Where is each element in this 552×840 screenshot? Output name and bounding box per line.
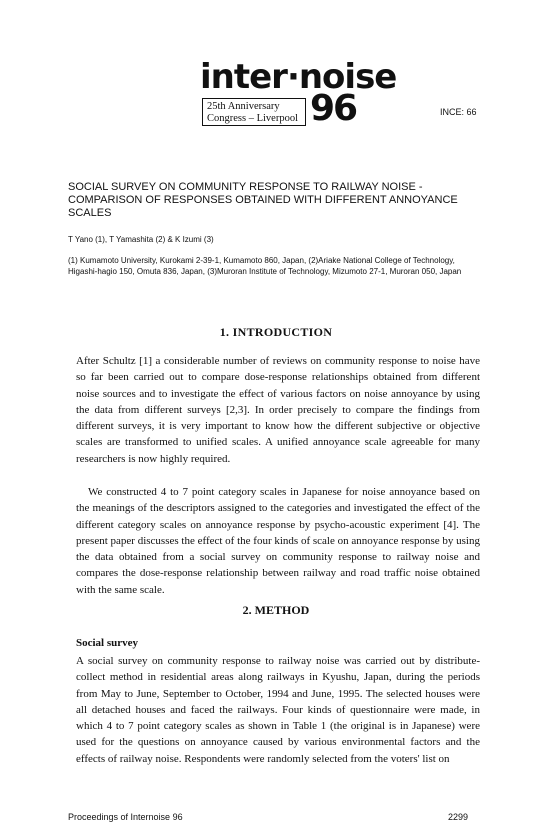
logo-box-line2: Congress – Liverpool — [207, 113, 298, 124]
section-heading-method: 2. METHOD — [242, 603, 310, 617]
paper-title: SOCIAL SURVEY ON COMMUNITY RESPONSE TO RAILWAY NOISE - COMPARISON OF RESPONSES OBTAINED WITH DIFFERENT ANNOYANCE SCALES — [68, 181, 458, 219]
method-paragraph-1: A social survey on community response to railway noise was carried out by distribute-collect method in residential areas along railways in Kyushu, Japan, during the periods from May to June, September to October, 1994 and June, 1995. The selected houses were all detached houses and faced the railways. Four kinds of questionnaire were made, in which 4 to 7 point category scales as shown in Table 1 (the original is in Japanese) were used for the questions on annoyance caused by various environmental factors and the effects of railway noise. Respondents were randomly selected from the voters' list on — [76, 655, 480, 765]
ince-code: INCE: 66 — [440, 107, 477, 117]
section-heading-introduction: 1. INTRODUCTION — [219, 325, 333, 339]
conference-logo — [200, 57, 397, 130]
intro-paragraph-2: We constructed 4 to 7 point category scales in Japanese for noise annoyance based on the meanings of the descriptors assigned to the categories and investigated the effect of the different category scales on annoyance response by psycho-acoustic experiment [4]. The present paper discusses the effect of the four kinds of scale on annoyance response by using the data obtained from a social survey on community response to railway noise and compares the dose-response relationship between railway and road traffic noise obtained with the same scale. — [76, 486, 480, 596]
subsection-heading-social-survey: Social survey — [76, 637, 139, 649]
paper-affiliations: (1) Kumamoto University, Kurokami 2-39-1, Kumamoto 860, Japan, (2)Ariake National College of Technology, Higashi-hagio 150, Omuta 836, Japan, (3)Muroran Institute of Technology, Mizumoto 27-1, Muroran 050, Japan — [68, 256, 462, 276]
logo-box-line1: 25th Anniversary — [207, 101, 280, 112]
footer-proceedings: Proceedings of Internoise 96 — [68, 812, 183, 822]
logo-anniversary-box — [202, 98, 306, 126]
logo-wordmark: inter·noise — [200, 57, 397, 97]
paper-authors: T Yano (1), T Yamashita (2) & K Izumi (3) — [68, 235, 214, 244]
footer-page-number: 2299 — [448, 812, 469, 822]
logo-year: 96 — [310, 88, 357, 129]
intro-paragraph-1: After Schultz [1] a considerable number of reviews on community response to noise have so far been carried out to compare dose-response relationships obtained from different noise sources and to investigate the effect of various factors on noise annoyance by using the data from different surveys [2,3]. In order precisely to compare the findings from different surveys, it is very important to know how the different subjective or objective scales are transformed to unified scales. A unified annoyance scale agreeable for many researchers is now highly required. — [76, 355, 480, 465]
